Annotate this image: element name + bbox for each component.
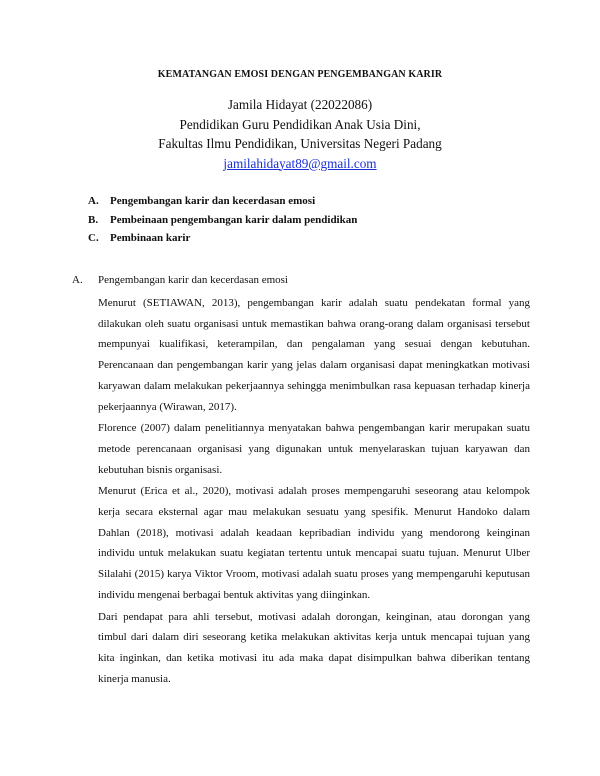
outline-text: Pengembangan karir dan kecerdasan emosi — [110, 195, 316, 207]
outline-letter: C. — [88, 232, 99, 244]
author-name: Jamila Hidayat (22022086) — [227, 97, 373, 112]
section-title: Pengembangan karir dan kecerdasan emosi — [98, 274, 288, 286]
document-title: KEMATANGAN EMOSI DENGAN PENGEMBANGAN KARIR — [157, 69, 443, 80]
section-body — [98, 293, 530, 689]
outline-item — [88, 229, 357, 248]
author-faculty: Fakultas Ilmu Pendidikan, Universitas Negeri Padang — [158, 136, 442, 151]
outline-item — [88, 211, 357, 230]
body-paragraph: Florence (2007) dalam penelitiannya menyatakan bahwa pengembangan karir merupakan suatu metode perencanaan organisasi yang digunakan untuk menyelaraskan tujuan karyawan dan kebutuhan bisnis organisasi. — [98, 422, 530, 476]
body-paragraph: Menurut (SETIAWAN, 2013), pengembangan karir adalah suatu pendekatan formal yang dilakukan oleh suatu organisasi untuk memastikan bahwa orang-orang dalam organisasi tersebut mempunyai kualifikasi, keterampilan, dan pengalaman yang sesuai dengan kebutuhan. Perencanaan dan pengembangan karir yang jelas dalam organisasi dapat meningkatkan motivasi karyawan dalam melakukan pekerjaannya sehingga menimbulkan rasa kepuasan terhadap kinerja pekerjaannya (Wirawan, 2017). — [98, 297, 530, 413]
author-email-link[interactable]: jamilahidayat89@gmail.com — [223, 155, 377, 171]
section-heading — [72, 274, 288, 286]
outline-text: Pembeinaan pengembangan karir dalam pendidikan — [110, 213, 358, 226]
outline-letter: B. — [88, 213, 99, 226]
body-paragraph: Menurut (Erica et al., 2020), motivasi adalah proses mempengaruhi seseorang atau kelompok kerja secara eksternal agar mau melakukan sesuatu yang spesifik. Menurut Handoko dalam Dahlan (2018), motivasi adalah keadaan kepribadian individu yang mendorong keinginan individu untuk melakukan suatu kegiatan tertentu untuk mencapai suatu tujuan. Menurut Ulber Silalahi (2015) karya Viktor Vroom, motivasi adalah suatu proses yang mempengaruhi keputusan individu mengenai berbagai bentuk aktivitas yang diinginkan. — [98, 485, 530, 601]
author-block — [60, 95, 540, 173]
outline-item — [88, 192, 357, 211]
outline-list — [88, 192, 357, 248]
author-program: Pendidikan Guru Pendidikan Anak Usia Dini, — [179, 116, 421, 132]
outline-text: Pembinaan karir — [110, 232, 191, 244]
body-paragraph: Dari pendapat para ahli tersebut, motivasi adalah dorongan, keinginan, atau dorongan yang timbul dari dalam diri seseorang ketika melakukan aktivitas kerja untuk mencapai tujuan yang kita inginkan, dan ketika motivasi itu ada maka dapat disimpulkan bahwa diberikan tentang kinerja manusia. — [98, 610, 530, 685]
section-letter: A. — [72, 274, 83, 286]
outline-letter: A. — [88, 195, 99, 207]
